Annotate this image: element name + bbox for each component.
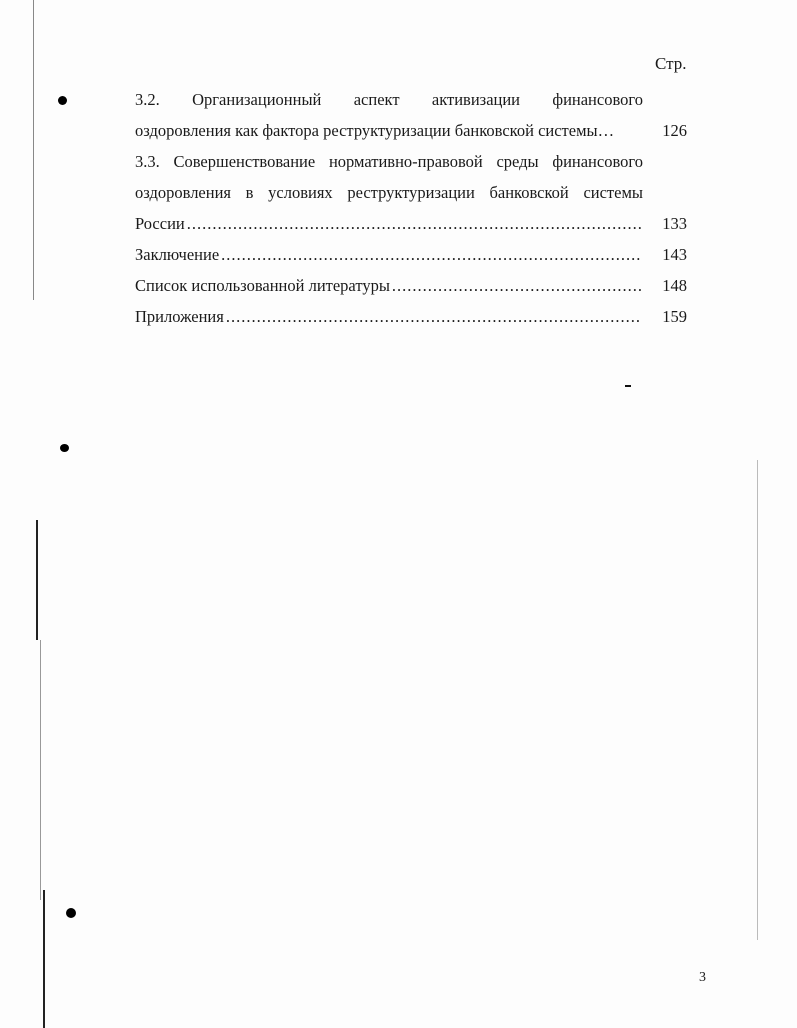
toc-dot-leader — [187, 208, 641, 239]
toc-word: аспект — [353, 90, 400, 109]
scan-edge-line — [43, 890, 45, 1028]
page-column-label: Стр. — [655, 54, 687, 73]
toc-word: Организационный — [192, 90, 322, 109]
toc-dot-leader — [392, 270, 641, 301]
toc-dot-leader — [226, 301, 641, 332]
toc-dot-leader — [221, 239, 641, 270]
toc-word: активизации — [431, 90, 521, 109]
scan-edge-line — [36, 520, 38, 640]
page-number: 3 — [699, 970, 706, 985]
punch-hole-mark — [58, 96, 67, 105]
toc-entry-3-2-line1 — [135, 84, 687, 115]
toc-entry-appendices — [135, 301, 687, 332]
toc-entry-text: оздоровления в условиях реструктуризации банковской системы — [135, 183, 643, 202]
punch-hole-mark — [60, 444, 69, 452]
toc-page-number: 148 — [662, 276, 687, 295]
toc-entry-text: Приложения — [135, 307, 224, 326]
toc-page-number: 133 — [662, 214, 687, 233]
toc-entry-conclusion — [135, 239, 687, 270]
toc-entry-text: Заключение — [135, 245, 220, 264]
toc-page-number: 159 — [662, 307, 687, 326]
toc-word: финансового — [552, 90, 643, 109]
toc-entry-text: Список использованной литературы — [135, 276, 390, 295]
scan-edge-line — [757, 460, 758, 940]
scan-edge-line — [33, 0, 34, 300]
toc-entry-3-2-line2 — [135, 115, 687, 146]
toc-entry-text: оздоровления как фактора реструктуризации банковской системы… — [135, 121, 615, 140]
toc-entry-text: России — [135, 214, 185, 233]
toc-entry-bibliography — [135, 270, 687, 301]
table-of-contents — [135, 84, 687, 332]
scan-edge-line — [40, 640, 41, 900]
toc-page-number: 126 — [662, 121, 687, 140]
toc-page-number: 143 — [662, 245, 687, 264]
scan-speck — [625, 385, 631, 387]
toc-entry-3-3-line1 — [135, 146, 687, 177]
toc-entry-3-3-line2 — [135, 177, 687, 208]
toc-entry-text: 3.3. Совершенствование нормативно-правовой среды финансового — [135, 152, 643, 171]
punch-hole-mark — [66, 908, 76, 918]
toc-word: 3.2. — [135, 90, 160, 109]
toc-entry-3-3-line3 — [135, 208, 687, 239]
